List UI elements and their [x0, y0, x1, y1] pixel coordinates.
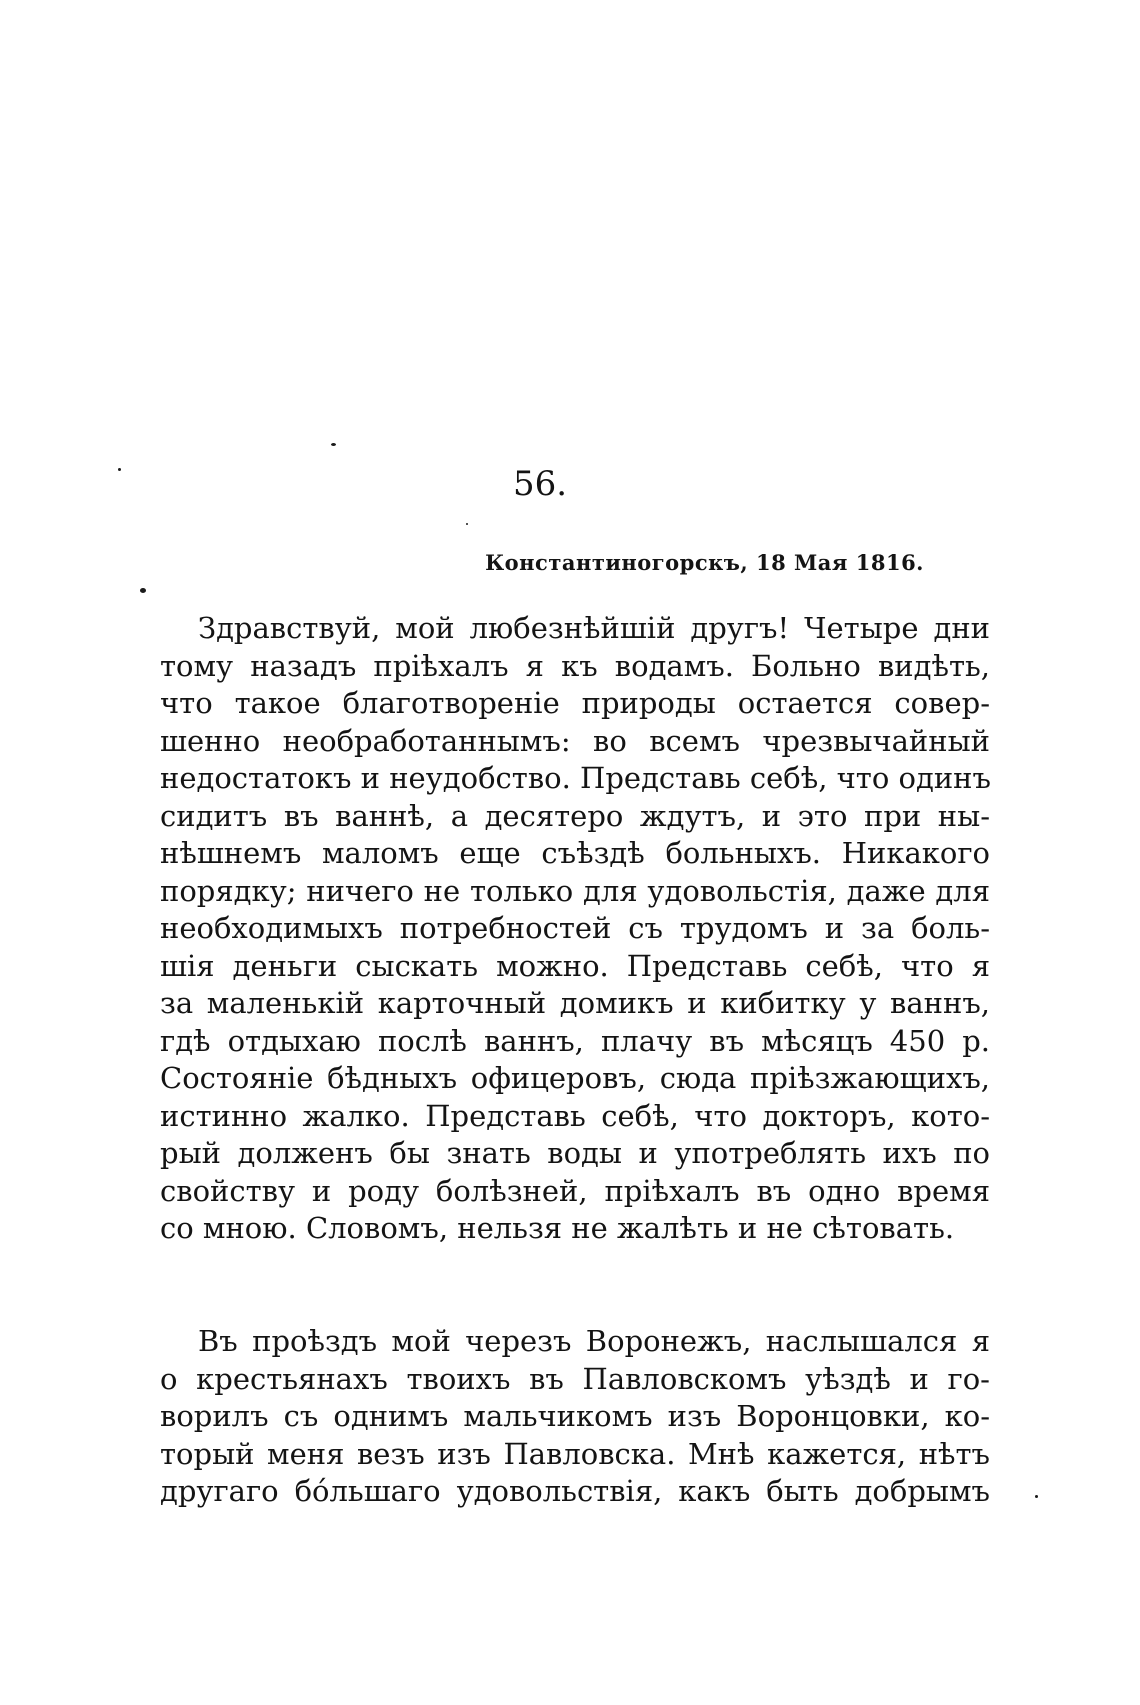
text-line: торый меня везъ изъ Павловска. Мнѣ кажется, нѣтъ: [160, 1436, 990, 1471]
text-line: гдѣ отдыхаю послѣ ваннъ, плачу въ мѣсяцъ 450 р.: [160, 1023, 990, 1058]
text-line: недостатокъ и неудобство. Представь себѣ, что одинъ: [160, 761, 991, 795]
text-line: свойству и роду болѣзней, пріѣхалъ въ одно время: [160, 1173, 990, 1208]
paragraph-2: [160, 1323, 990, 1511]
text-line: порядку; ничего не только для удовольстія, даже для: [160, 873, 990, 908]
scan-speck: [140, 588, 146, 593]
text-line: Состояніе бѣдныхъ офицеровъ, сюда пріѣзжающихъ,: [160, 1061, 990, 1095]
text-line: сидитъ въ ваннѣ, а десятеро ждутъ, и это при ны-: [160, 798, 990, 833]
text-line: за маленькій карточный домикъ и кибитку у ваннъ,: [160, 986, 990, 1020]
text-line: другаго бóльшаго удовольствія, какъ быть добрымъ: [160, 1474, 990, 1508]
text-line: Здравствуй, мой любезнѣйшій другъ! Четыре дни: [198, 611, 990, 645]
text-line: нѣшнемъ маломъ еще съѣздѣ больныхъ. Никакого: [160, 836, 990, 870]
text-line: Въ проѣздъ мой черезъ Воронежъ, наслышался я: [198, 1324, 990, 1358]
text-line: о крестьянахъ твоихъ въ Павловскомъ уѣздѣ и го-: [160, 1361, 990, 1396]
text-line: необходимыхъ потребностей съ трудомъ и за боль-: [160, 911, 990, 945]
scan-speck: [118, 468, 121, 471]
letter-number: 56.: [512, 464, 568, 504]
scan-speck: [1035, 1495, 1038, 1498]
text-line: шія деньги сыскать можно. Представь себѣ, что я: [160, 948, 990, 983]
scan-speck: [331, 443, 336, 446]
text-line: ворилъ съ однимъ мальчикомъ изъ Воронцовки, ко-: [160, 1399, 990, 1433]
text-line: со мною. Словомъ, нельзя не жалѣть и не сѣтовать.: [160, 1211, 955, 1245]
text-line: истинно жалко. Представь себѣ, что докторъ, кото-: [160, 1098, 990, 1133]
text-line: тому назадъ пріѣхалъ я къ водамъ. Больно видѣть,: [160, 648, 990, 683]
text-line: шенно необработаннымъ: во всемъ чрезвычайный: [160, 723, 990, 758]
dateline: Константиногорскъ, 18 Мая 1816.: [485, 550, 924, 575]
scan-speck: [466, 523, 468, 525]
paragraph-1: [160, 610, 990, 1248]
text-line: что такое благотвореніе природы остается совер-: [160, 686, 990, 720]
text-line: рый долженъ бы знать воды и употреблять ихъ по: [160, 1136, 990, 1170]
